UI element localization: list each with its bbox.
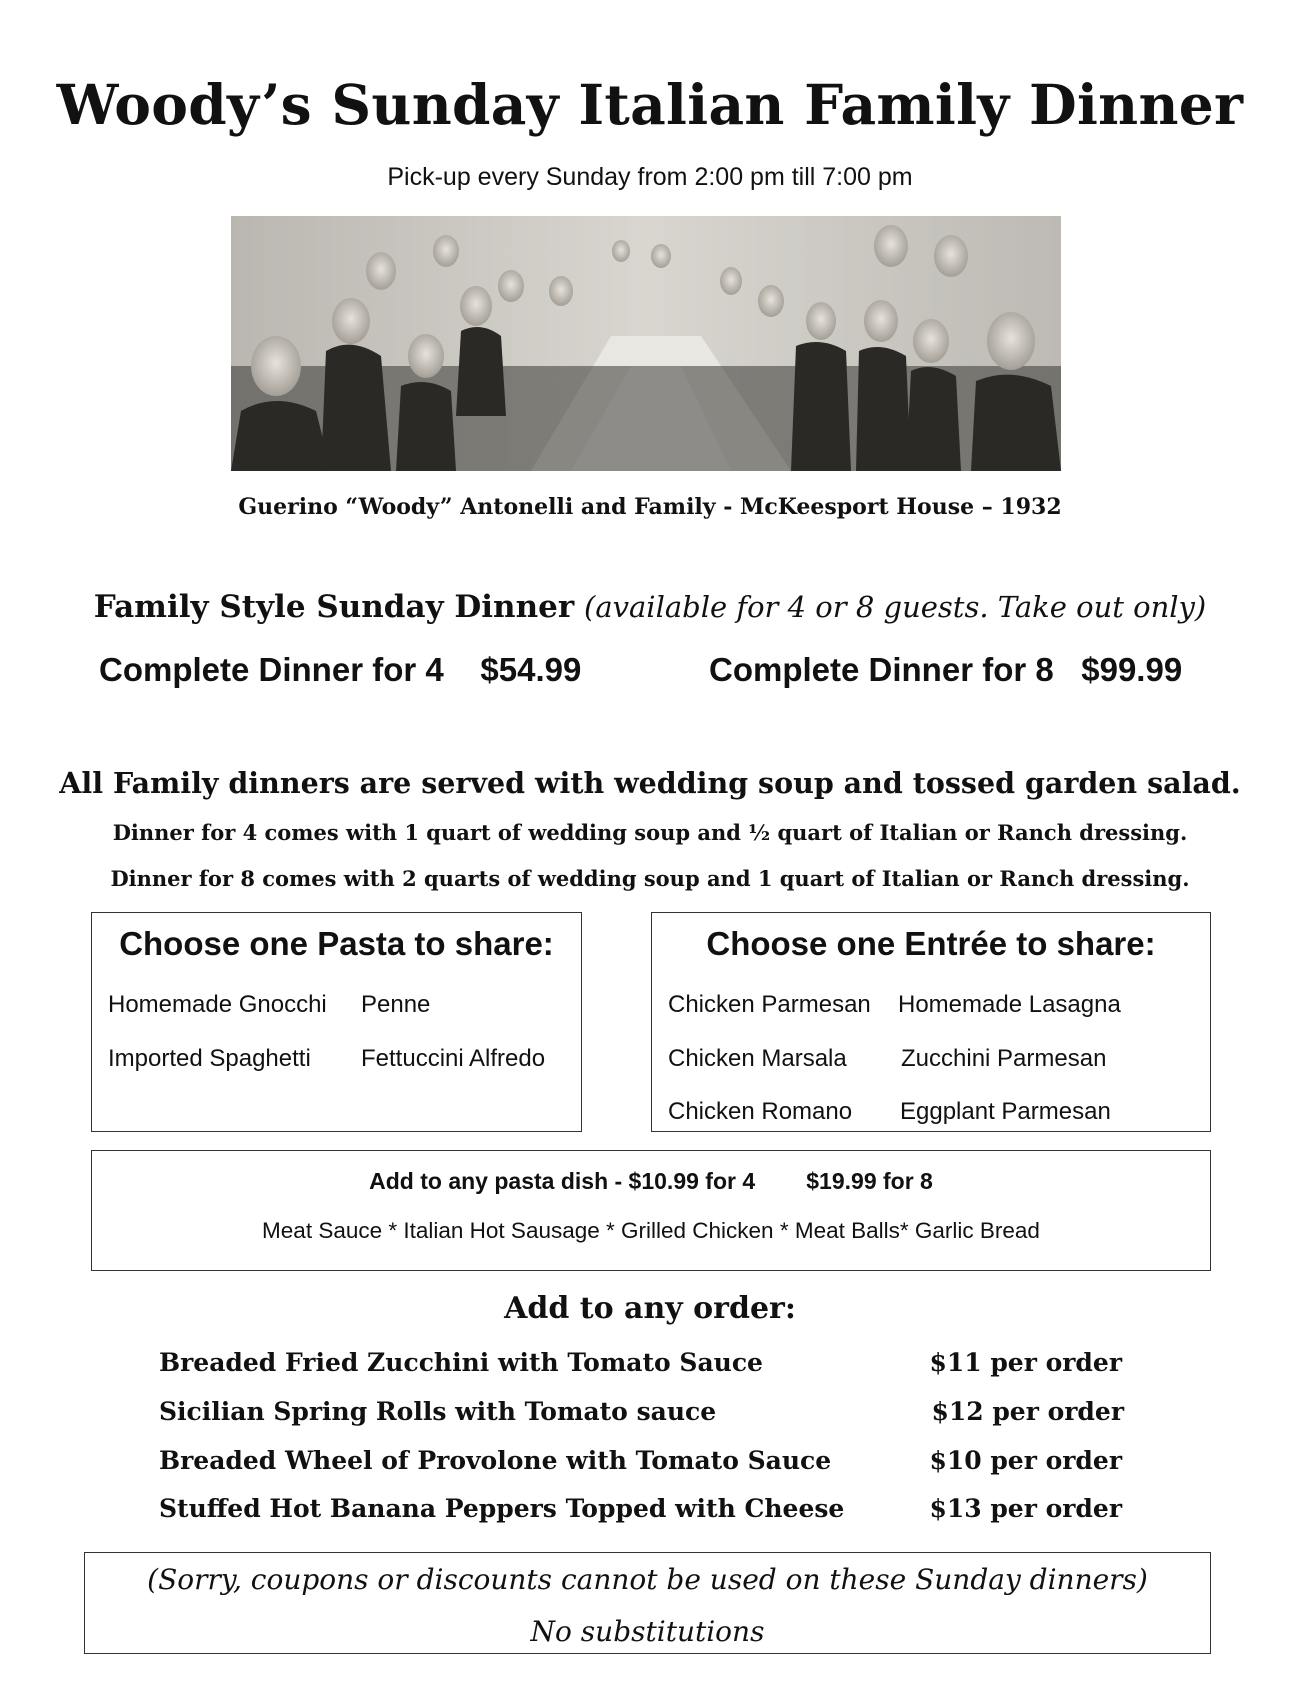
pickup-hours: Pick-up every Sunday from 2:00 pm till 7:00 pm: [387, 163, 913, 191]
family-style-note: (available for 4 or 8 guests. Take out only): [584, 590, 1207, 624]
order-addon-item: Stuffed Hot Banana Peppers Topped with Cheese: [159, 1494, 845, 1523]
order-addon-price: $10 per order: [929, 1446, 1122, 1475]
dinner-for-8-price: $99.99: [1081, 651, 1183, 688]
pasta-addon-heading: [92, 1168, 1210, 1195]
pasta-addon-price-8: $19.99 for 8: [806, 1168, 933, 1194]
dinner-for-4-label: Complete Dinner for 4: [99, 651, 444, 688]
entree-item: Chicken Romano: [668, 1098, 853, 1125]
dinner-for-4: [99, 651, 581, 689]
family-style-title: Family Style Sunday Dinner: [93, 589, 575, 625]
entree-item: Zucchini Parmesan: [901, 1045, 1107, 1072]
pasta-addon-price-4: Add to any pasta dish - $10.99 for 4: [369, 1168, 756, 1194]
pasta-item: Homemade Gnocchi: [108, 991, 327, 1018]
order-addon-item: Breaded Wheel of Provolone with Tomato Sauce: [159, 1446, 832, 1475]
pasta-addon-list: Meat Sauce * Italian Hot Sausage * Grilled Chicken * Meat Balls* Garlic Bread: [262, 1218, 1040, 1243]
pasta-choice-box: [91, 912, 582, 1132]
dinner-for-8: [709, 651, 1182, 689]
dinner-4-includes: Dinner for 4 comes with 1 quart of wedding soup and ½ quart of Italian or Ranch dressing.: [112, 820, 1188, 845]
pasta-item: Fettuccini Alfredo: [361, 1045, 546, 1072]
order-addon-price: $12 per order: [931, 1397, 1124, 1426]
dinner-for-8-label: Complete Dinner for 8: [709, 651, 1054, 688]
family-style-heading: [0, 589, 1300, 625]
entree-item: Chicken Parmesan: [668, 991, 871, 1018]
entree-choice-box: [651, 912, 1211, 1132]
order-addon-price: $11 per order: [929, 1348, 1122, 1377]
entree-item: Eggplant Parmesan: [900, 1098, 1111, 1125]
page-title: Woody’s Sunday Italian Family Dinner: [56, 72, 1244, 137]
entree-item: Chicken Marsala: [668, 1045, 847, 1072]
dinner-for-4-price: $54.99: [480, 651, 582, 688]
coupon-disclaimer: (Sorry, coupons or discounts cannot be used on these Sunday dinners): [147, 1563, 1148, 1596]
photo-caption: Guerino “Woody” Antonelli and Family - McKeesport House – 1932: [238, 494, 1062, 520]
order-addon-item: Sicilian Spring Rolls with Tomato sauce: [159, 1397, 717, 1426]
entree-box-title: Choose one Entrée to share:: [706, 925, 1156, 962]
pasta-addon-box: [91, 1150, 1211, 1271]
order-addon-item: Breaded Fried Zucchini with Tomato Sauce: [159, 1348, 763, 1377]
order-addon-heading: Add to any order:: [504, 1291, 796, 1326]
entree-item: Homemade Lasagna: [898, 991, 1121, 1018]
family-photo: [231, 216, 1061, 471]
order-addon-price: $13 per order: [929, 1494, 1122, 1523]
no-substitutions: No substitutions: [530, 1615, 765, 1648]
dinner-8-includes: Dinner for 8 comes with 2 quarts of wedding soup and 1 quart of Italian or Ranch dressing.: [110, 866, 1190, 891]
served-with-note: All Family dinners are served with wedding soup and tossed garden salad.: [59, 766, 1241, 800]
pasta-item: Imported Spaghetti: [108, 1045, 311, 1072]
pasta-box-title: Choose one Pasta to share:: [119, 925, 554, 962]
disclaimer-box: [84, 1552, 1211, 1654]
pasta-item: Penne: [361, 991, 431, 1018]
